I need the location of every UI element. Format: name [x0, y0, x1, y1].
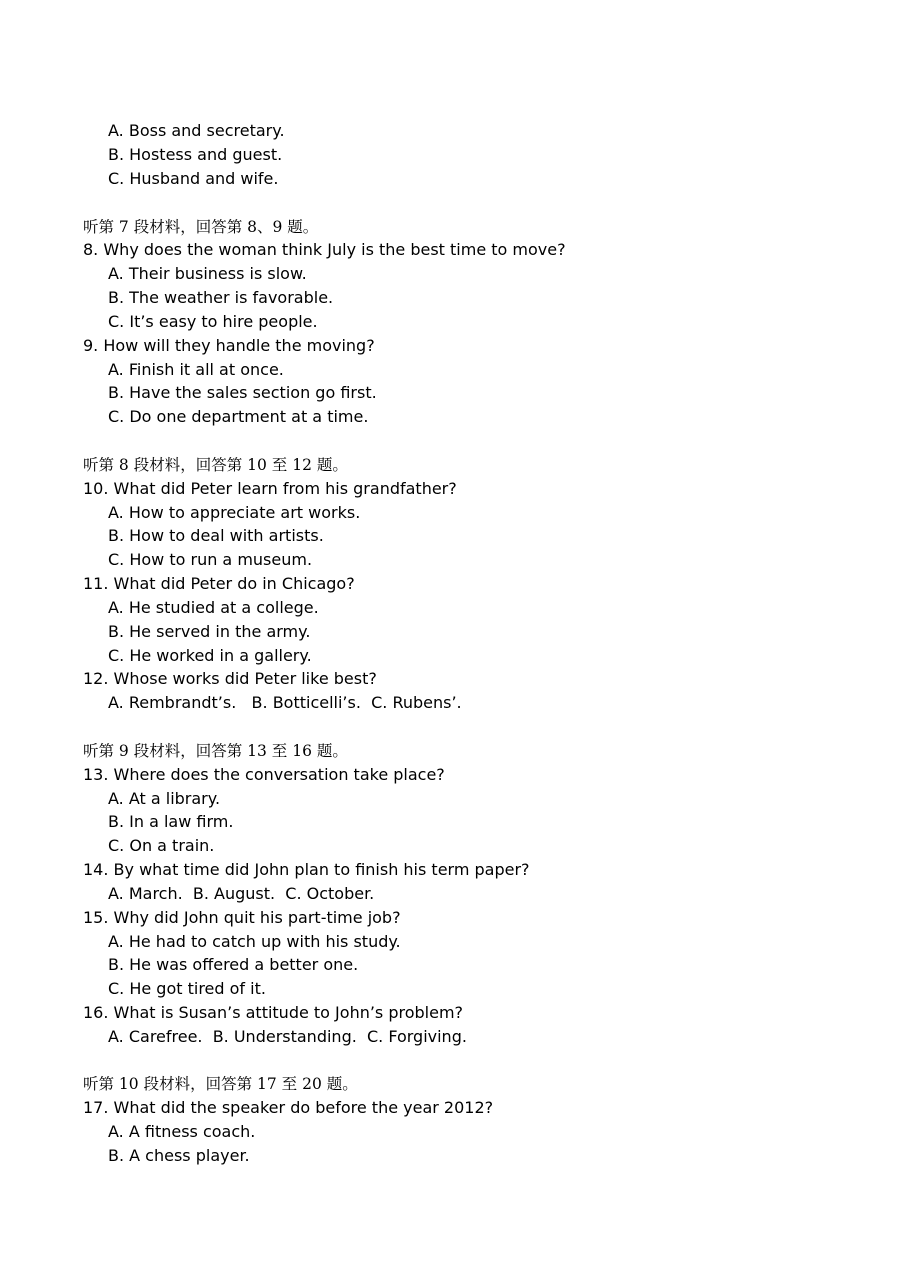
question: 17. What did the speaker do before the year 2012? — [83, 1098, 494, 1117]
option: A. Rembrandt’s. B. Botticelli’s. C. Rubens’. — [108, 693, 462, 712]
question: 16. What is Susan’s attitude to John’s problem? — [83, 1003, 464, 1022]
question: 13. Where does the conversation take place? — [83, 765, 445, 784]
option: C. Husband and wife. — [108, 169, 279, 188]
option: B. He was offered a better one. — [108, 955, 359, 974]
option: B. Have the sales section go first. — [108, 383, 377, 402]
option: B. He served in the army. — [108, 622, 311, 641]
question: 10. What did Peter learn from his grandfather? — [83, 479, 457, 498]
option: A. Boss and secretary. — [108, 121, 285, 140]
option: A. A fitness coach. — [108, 1122, 256, 1141]
question: 15. Why did John quit his part-time job? — [83, 908, 401, 927]
section-heading: 听第 9 段材料，回答第 13 至 16 题。 — [83, 742, 348, 760]
option: B. A chess player. — [108, 1146, 250, 1165]
option: A. He had to catch up with his study. — [108, 932, 401, 951]
option: A. March. B. August. C. October. — [108, 884, 375, 903]
option: C. On a train. — [108, 836, 215, 855]
question: 12. Whose works did Peter like best? — [83, 669, 377, 688]
option: C. Do one department at a time. — [108, 407, 369, 426]
option: A. How to appreciate art works. — [108, 503, 361, 522]
option: C. He got tired of it. — [108, 979, 266, 998]
option: C. How to run a museum. — [108, 550, 313, 569]
option: A. He studied at a college. — [108, 598, 319, 617]
option: A. Carefree. B. Understanding. C. Forgiving. — [108, 1027, 467, 1046]
section-heading: 听第 8 段材料，回答第 10 至 12 题。 — [83, 456, 348, 474]
question: 9. How will they handle the moving? — [83, 336, 375, 355]
option: B. The weather is favorable. — [108, 288, 334, 307]
option: A. At a library. — [108, 789, 221, 808]
option: C. It’s easy to hire people. — [108, 312, 318, 331]
option: B. Hostess and guest. — [108, 145, 283, 164]
section-heading: 听第 10 段材料，回答第 17 至 20 题。 — [83, 1075, 358, 1093]
option: A. Their business is slow. — [108, 264, 307, 283]
option: A. Finish it all at once. — [108, 360, 284, 379]
option: B. In a law firm. — [108, 812, 234, 831]
section-heading: 听第 7 段材料，回答第 8、9 题。 — [83, 218, 319, 236]
question: 14. By what time did John plan to finish his term paper? — [83, 860, 530, 879]
question: 8. Why does the woman think July is the best time to move? — [83, 240, 566, 259]
option: C. He worked in a gallery. — [108, 646, 312, 665]
question: 11. What did Peter do in Chicago? — [83, 574, 355, 593]
option: B. How to deal with artists. — [108, 526, 324, 545]
